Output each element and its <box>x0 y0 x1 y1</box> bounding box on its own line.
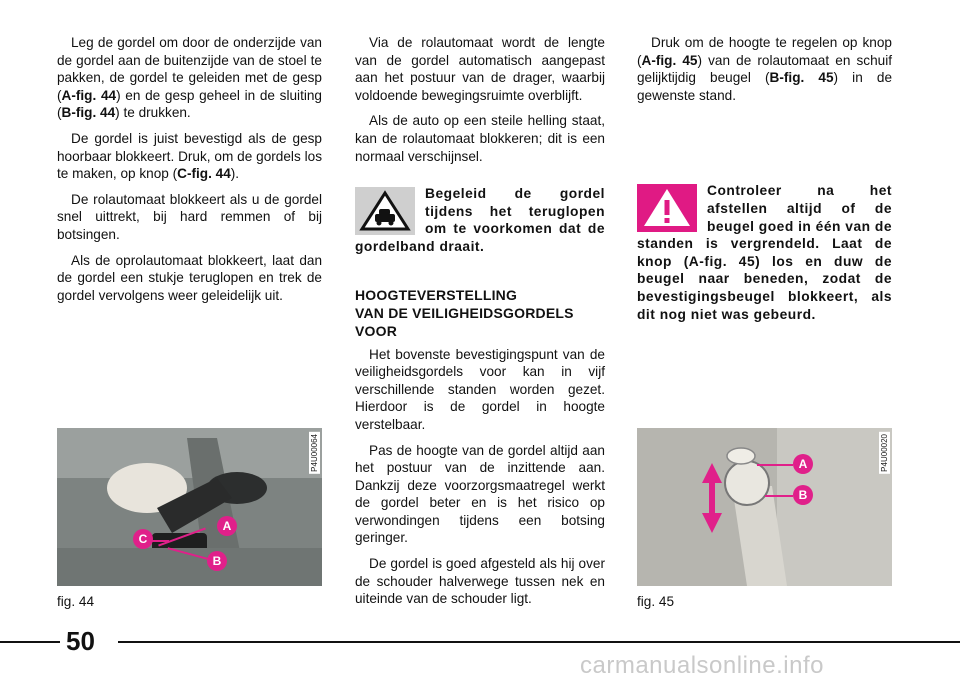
figure-ref: A-fig. 45 <box>641 52 698 68</box>
warning-box <box>355 185 605 255</box>
paragraph <box>637 34 892 104</box>
text-column-3 <box>637 34 892 323</box>
paragraph: Pas de hoogte van de gordel altijd aan het postuur van de inzittende aan. Dankzij deze voorzorgsmaatregel werkt de gordel beter en is het risico op verwondingen tijdens een botsing geringer. <box>355 442 605 546</box>
paragraph: De gordel is goed afgesteld als hij over de schouder halverwege tussen nek en uiteinde van de schouder ligt. <box>355 556 605 607</box>
paragraph: Als de oprolautomaat blokkeert, laat dan de gordel een stukje teruglopen en trek de gordel vervolgens weer geleidelijk uit. <box>57 252 322 303</box>
figure-caption: fig. 44 <box>57 594 95 609</box>
callout-b: B <box>207 551 227 571</box>
text: ) van de rolautomaat en schuif gelijktijdig beugel ( <box>637 52 892 86</box>
figure-ref: B-fig. 45 <box>769 70 834 86</box>
watermark: carmanualsonline.info <box>580 652 824 679</box>
callout-line <box>765 495 793 497</box>
figure-ref: A-fig. 44 <box>61 87 117 103</box>
section-heading <box>355 286 605 340</box>
text: ) en de gesp geheel in de sluiting ( <box>57 87 322 121</box>
figure-code: P4U00064 <box>310 434 319 472</box>
page-number: 50 <box>66 626 95 656</box>
warning-text: Controleer na het afstellen altijd of de beugel goed in één van de standen is vergrendeld. Laat de knop (A-fig. 45) los en duw de beugel naar beneden, zodat de bevestigingsbeugel blokkeert, als dit nog niet was gebeurd. <box>637 183 892 322</box>
callout-a: A <box>793 454 813 474</box>
heading-line: HOOGTEVERSTELLING <box>355 286 518 303</box>
paragraph: Als de auto op een steile helling staat, kan de rolautomaat blokkeren; dit is een normaal verschijnsel. <box>355 113 605 164</box>
paragraph <box>57 130 322 183</box>
paragraph: Het bovenste bevestigingspunt van de veiligheidsgordels voor kan in vijf verschillende standen worden gezet. Hierdoor is de gordel in hoogte verstelbaar. <box>355 346 605 432</box>
text: ) in de gewenste stand. <box>637 70 893 103</box>
figure-ref: C-fig. 44 <box>177 166 231 182</box>
figure-code: P4U00020 <box>880 434 889 472</box>
text: De gordel is juist bevestigd als de gesp hoorbaar blokkeert. Druk, om de gordels los te maken, op knop ( <box>57 130 322 182</box>
figure-45-photo <box>637 428 892 586</box>
heading-line: VAN DE VEILIGHEIDSGORDELS <box>355 304 574 321</box>
exclamation-triangle-icon <box>637 184 697 232</box>
heading-line: VOOR <box>355 322 398 339</box>
paragraph: De rolautomaat blokkeert als u de gordel snel uittrekt, bij hard remmen of bij botsingen. <box>57 191 322 242</box>
text: ) te drukken. <box>115 105 191 121</box>
text-column-1 <box>57 34 322 312</box>
text: Leg de gordel om door de onderzijde van de gordel aan de buitenzijde van de stoel te pakken, de gordel te geleiden met de gesp ( <box>57 35 322 103</box>
callout-a: A <box>217 516 237 536</box>
paragraph <box>57 34 322 122</box>
paragraph: Via de rolautomaat wordt de lengte van de gordel automatisch aangepast aan het postuur van de drager, waarbij voldoende bewegingsruimte overblijft. <box>355 35 605 103</box>
footer-rule <box>0 641 60 643</box>
car-warning-icon <box>355 187 415 235</box>
callout-line <box>757 464 793 466</box>
figure-ref: B-fig. 44 <box>61 105 116 121</box>
warning-box <box>637 182 892 323</box>
warning-text: Begeleid de gordel tijdens het teruglopen om te voorkomen dat de gordelband draait. <box>355 186 605 254</box>
text: Druk om de hoogte te regelen op knop ( <box>637 35 892 68</box>
text-column-2 <box>355 34 605 616</box>
figure-caption: fig. 45 <box>637 594 675 609</box>
text: ). <box>230 166 240 182</box>
callout-b: B <box>793 485 813 505</box>
callout-c: C <box>133 529 153 549</box>
figure-44-photo <box>57 428 322 586</box>
footer-rule <box>118 641 960 643</box>
